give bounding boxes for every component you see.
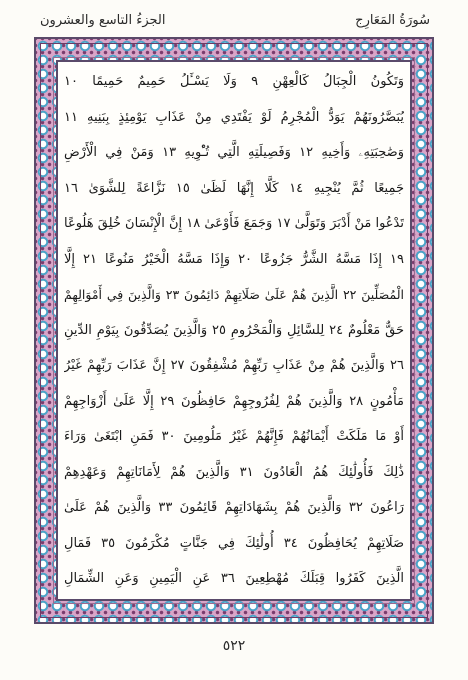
text-line: ذَٰلِكَ فَأُولَٰئِكَ هُمُ الْعَادُونَ ٣١ وَالَّذِينَ هُمْ لِأَمَانَاتِهِمْ وَعَهْدِهِمْ bbox=[64, 464, 404, 480]
text-line: مَأْمُونٍ ٢٨ وَالَّذِينَ هُمْ لِفُرُوجِهِمْ حَافِظُونَ ٢٩ إِلَّا عَلَىٰ أَزْوَاجِهِمْ bbox=[64, 393, 404, 409]
surah-title: سُورَةُ المَعَارِج bbox=[355, 13, 430, 28]
text-line: حَقٌّ مَعْلُومٌ ٢٤ لِلسَّائِلِ وَالْمَحْرُومِ ٢٥ وَالَّذِينَ يُصَدِّقُونَ بِيَوْمِ الدِّينِ bbox=[64, 322, 404, 338]
text-line: الْمُصَلِّينَ ٢٢ الَّذِينَ هُمْ عَلَىٰ صَلَاتِهِمْ دَائِمُونَ ٢٣ وَالَّذِينَ فِي أَمْوَالِهِمْ bbox=[64, 287, 404, 302]
text-line: رَاعُونَ ٣٢ وَالَّذِينَ هُمْ بِشَهَادَاتِهِمْ قَائِمُونَ ٣٣ وَالَّذِينَ هُمْ عَلَىٰ bbox=[64, 500, 404, 515]
text-line: أَوْ مَا مَلَكَتْ أَيْمَانُهُمْ فَإِنَّهُمْ غَيْرُ مَلُومِينَ ٣٠ فَمَنِ ابْتَغَىٰ وَرَاءَ bbox=[64, 429, 404, 444]
text-line: ١٩ إِذَا مَسَّهُ الشَّرُّ جَزُوعًا ٢٠ وَإِذَا مَسَّهُ الْخَيْرُ مَنُوعًا ٢١ إِلَّا bbox=[64, 251, 404, 267]
text-line: ٢٦ وَالَّذِينَ هُمْ مِنْ عَذَابِ رَبِّهِمْ مُشْفِقُونَ ٢٧ إِنَّ عَذَابَ رَبِّهِمْ غَيْرُ bbox=[64, 358, 404, 373]
page-number: ٥٢٢ bbox=[222, 638, 246, 654]
text-line: وَصَٰحِبَتِهِۦ وَأَخِيهِ ١٢ وَفَصِيلَتِهِ الَّتِي تُـْٔوِيهِ ١٣ وَمَنْ فِي الْأَرْضِ bbox=[64, 145, 404, 160]
text-line: جَمِيعًا ثُمَّ يُنْجِيهِ ١٤ كَلَّا إِنَّهَا لَظَىٰ ١٥ نَزَّاعَةً لِلشَّوَىٰ ١٦ bbox=[64, 180, 404, 196]
text-line: تَدْعُوا مَنْ أَدْبَرَ وَتَوَلَّىٰ ١٧ وَجَمَعَ فَأَوْعَىٰ ١٨ إِنَّ الْإِنْسَانَ خُلِقَ هَلُوعًا bbox=[64, 216, 404, 231]
text-line: الَّذِينَ كَفَرُوا قِبَلَكَ مُهْطِعِينَ ٣٦ عَنِ الْيَمِينِ وَعَنِ الشِّمَالِ bbox=[64, 571, 404, 586]
text-line: يُبَصَّرُونَهُمْ يَوَدُّ الْمُجْرِمُ لَوْ يَفْتَدِي مِنْ عَذَابِ يَوْمِئِذٍ بِبَنِيهِ ١١ bbox=[64, 109, 404, 125]
juz-title: الجزءُ التاسع والعشرون bbox=[40, 13, 166, 28]
quran-text-panel bbox=[56, 60, 412, 601]
text-line: وَتَكُونُ الْجِبَالُ كَالْعِهْنِ ٩ وَلَا يَسْـَٔلُ حَمِيمٌ حَمِيمًا ١٠ bbox=[64, 74, 404, 89]
text-line: صَلَاتِهِمْ يُحَافِظُونَ ٣٤ أُولَٰئِكَ فِي جَنَّاتٍ مُكْرَمُونَ ٣٥ فَمَالِ bbox=[64, 535, 404, 551]
text-lines bbox=[64, 67, 404, 594]
